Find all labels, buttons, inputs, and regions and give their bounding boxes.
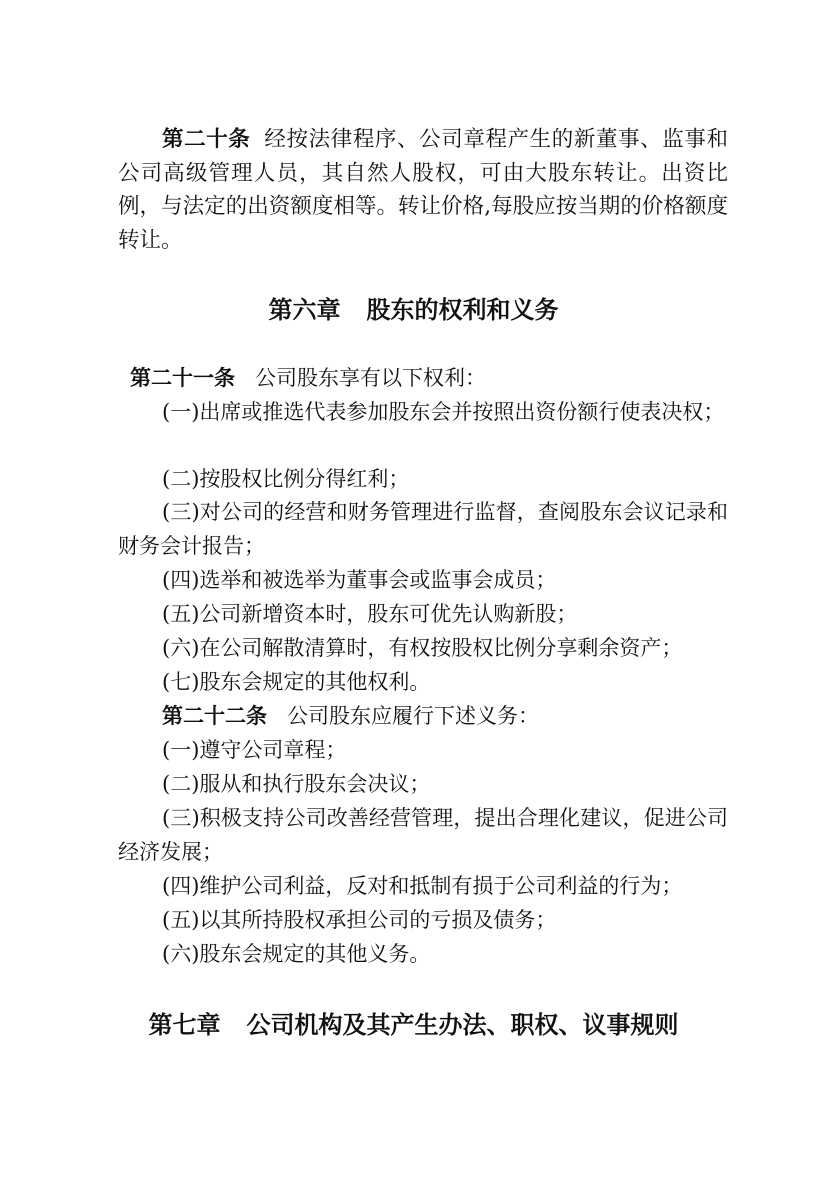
article-22-text: 公司股东应履行下述义务： [287,704,539,728]
article-21-item: (三)对公司的经营和财务管理进行监督，查阅股东会议记录和财务会计报告； [118,500,728,558]
article-21-item: (二)按股权比例分得红利； [162,467,410,491]
chapter-7-title: 公司机构及其产生办法、职权、议事规则 [246,1011,679,1039]
article-20-lead: 第二十条 [162,127,251,152]
article-22-item: (一)遵守公司章程； [162,738,347,762]
article-22-item: (四)维护公司利益，反对和抵制有损于公司利益的行为； [162,874,683,898]
article-21-item: (五)公司新增资本时，股东可优先认购新股； [162,602,578,626]
chapter-6-heading [0,293,827,327]
article-21-item: (六)在公司解散清算时，有权按股权比例分享剩余资产； [162,636,683,660]
chapter-7-heading [0,1008,827,1042]
chapter-7-number: 第七章 [148,1011,221,1039]
article-21-item: (七)股东会规定的其他权利。 [162,670,431,694]
article-21-item: (一)出席或推选代表参加股东会并按照出资份额行使表决权； [162,400,725,424]
article-21-item: (四)选举和被选举为董事会或监事会成员； [162,568,557,592]
article-22-lead: 第二十二条 [162,704,267,728]
article-20-text: 经按法律程序、公司章程产生的新董事、监事和公司高级管理人员，其自然人股权，可由大股东转让。出资比例，与法定的出资额度相等。转让价格,每股应按当期的价格额度转让。 [118,127,728,253]
article-22-item: (三)积极支持公司改善经营管理，提出合理化建议，促进公司经济发展； [118,806,728,864]
article-21-text: 公司股东享有以下权利： [255,366,486,390]
article-21-lead: 第二十一条 [130,366,235,390]
article-22 [162,700,760,734]
article-22-item: (五)以其所持股权承担公司的亏损及债务； [162,908,557,932]
article-20 [118,123,728,257]
chapter-6-number: 第六章 [268,296,341,324]
article-21 [130,362,728,396]
chapter-6-title: 股东的权利和义务 [366,296,559,324]
article-22-item: (二)服从和执行股东会决议； [162,772,431,796]
article-22-item: (六)股东会规定的其他义务。 [162,942,431,966]
